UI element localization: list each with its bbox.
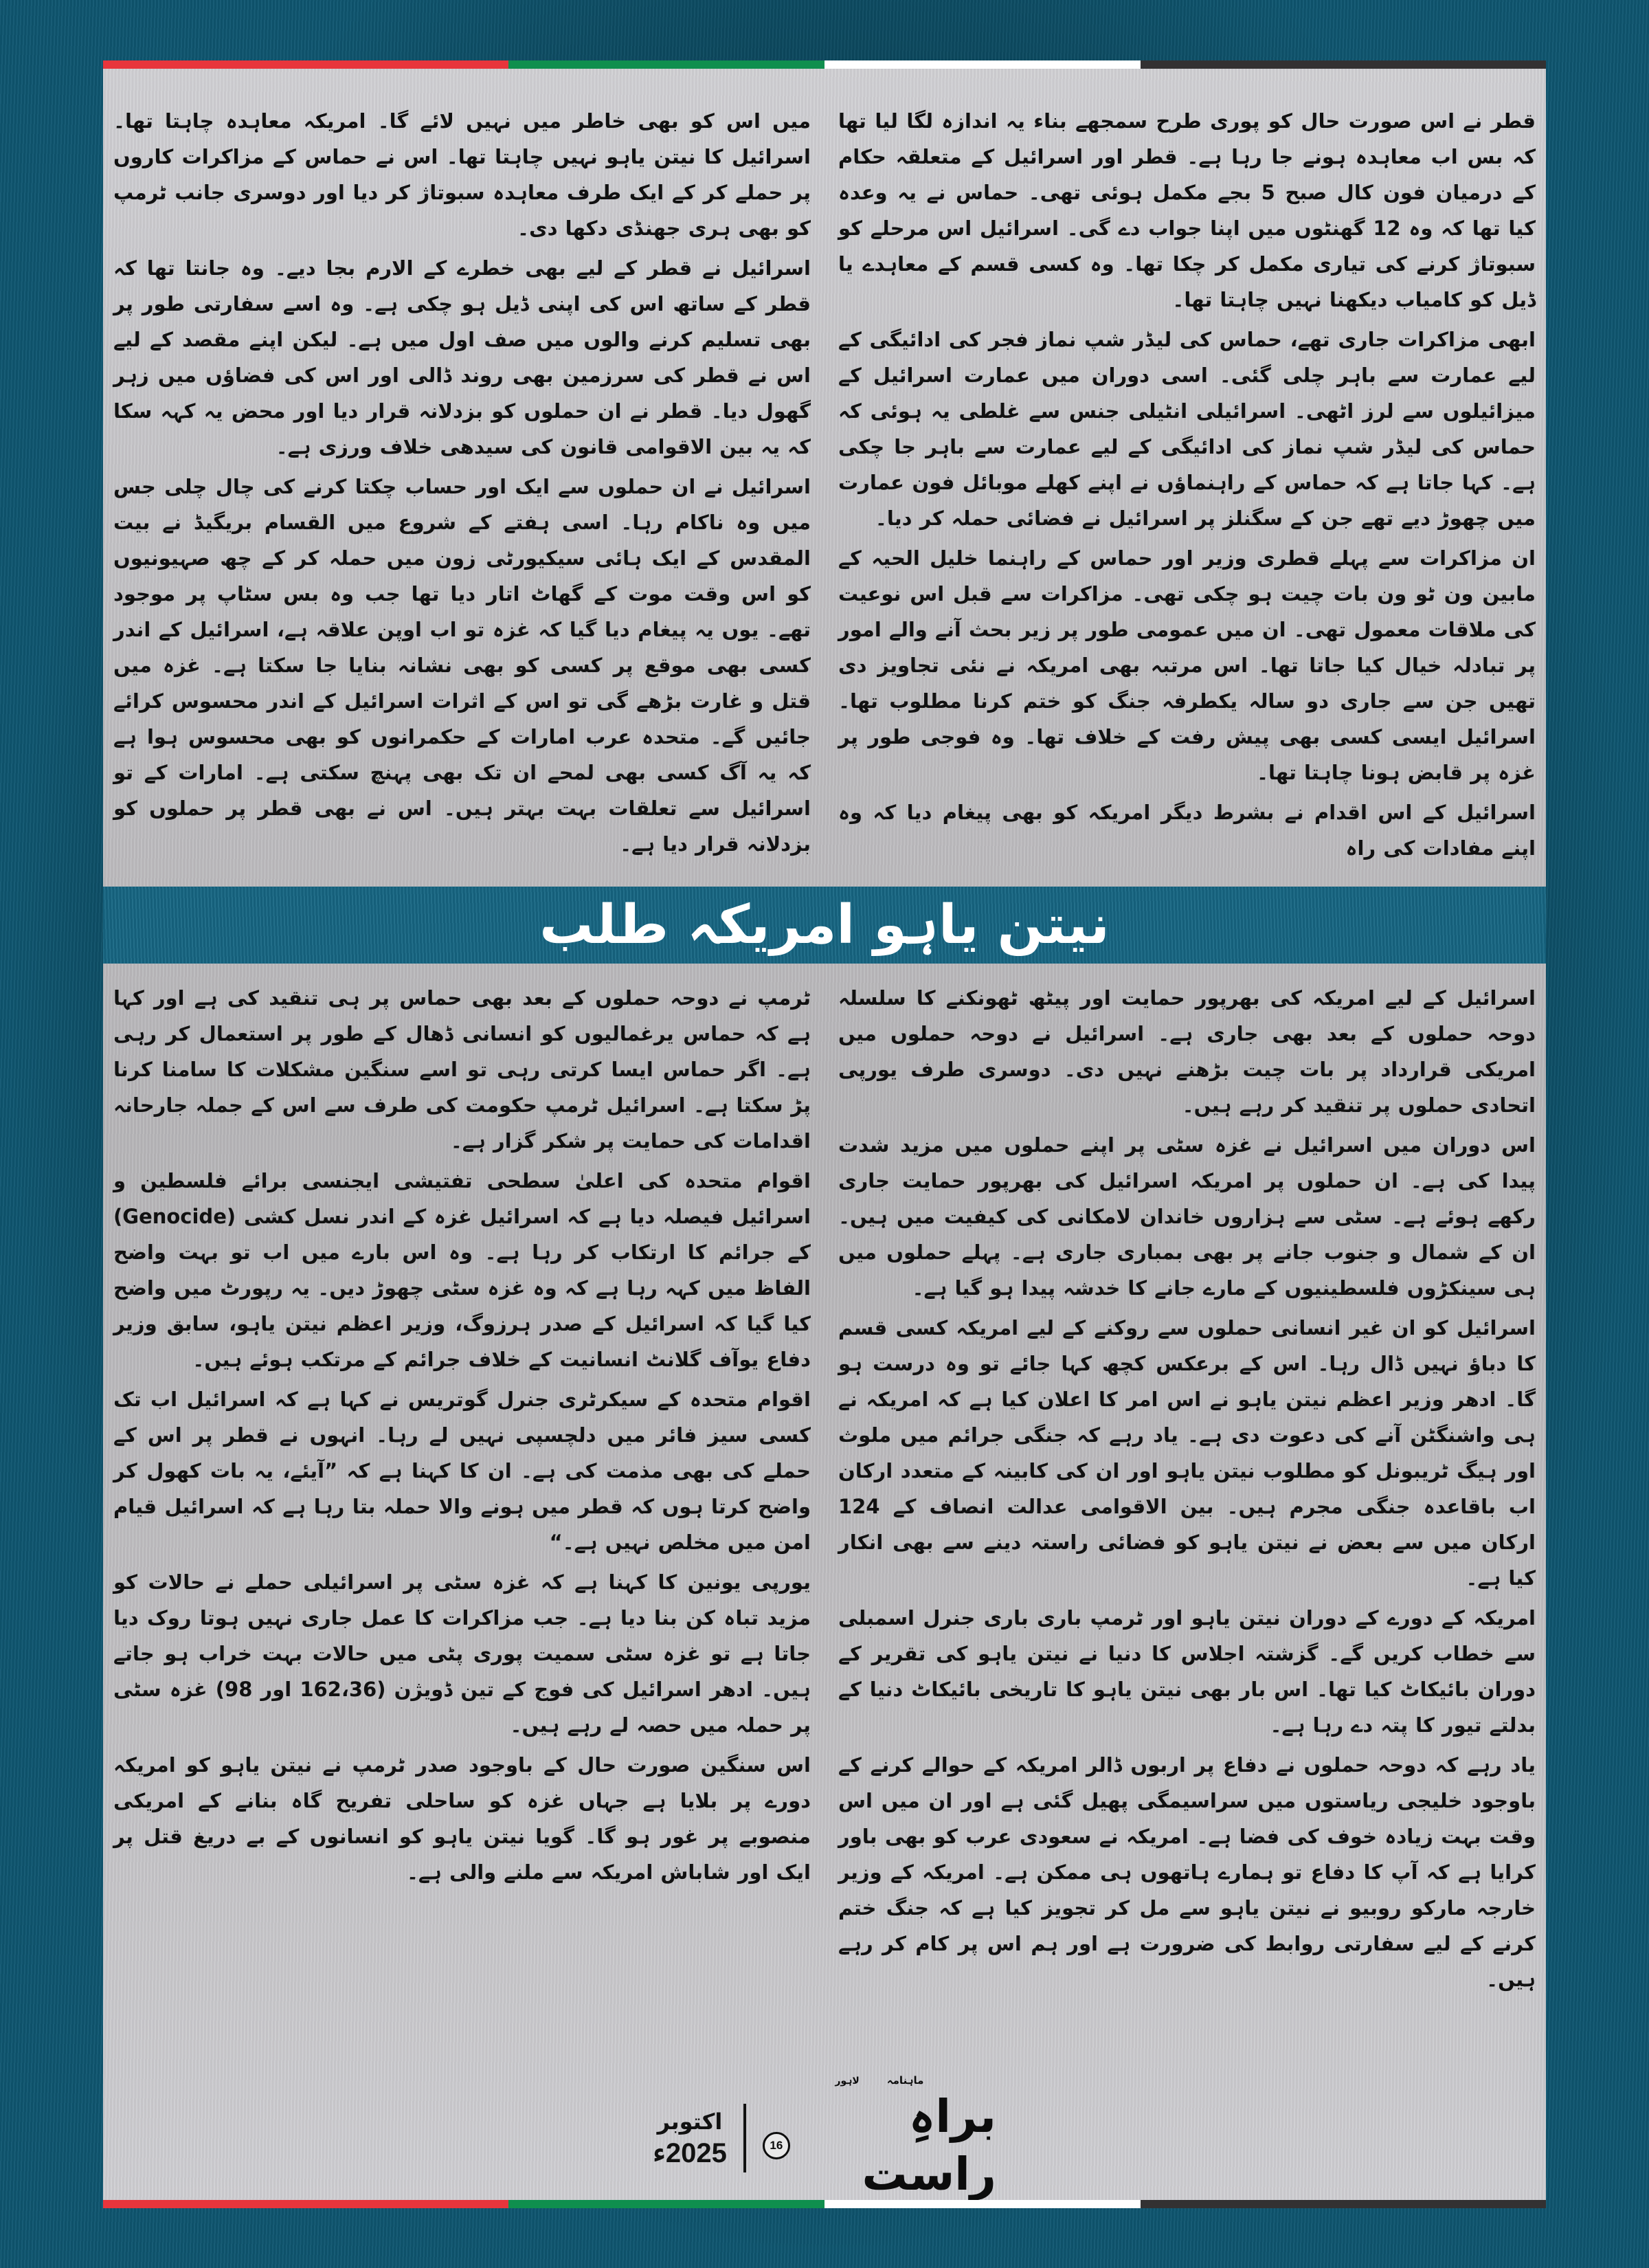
paragraph: ٹرمپ نے دوحہ حملوں کے بعد بھی حماس پر ہی تنقید کی ہے اور کہا ہے کہ حماس یرغمالیوں کو انسانی ڈھال کے طور پر استعمال کر رہی ہے۔ اگر حماس ایسا کرتی رہی تو اسے سنگین مشکلات کا سامنا کرنا پڑ سکتا ہے۔ اسرائیل ٹرمپ حکومت کی طرف سے اس کے جملہ جارحانہ اقدامات کی حمایت پر شکر گزار ہے۔ <box>113 986 811 1153</box>
stripe-dark <box>1141 60 1546 69</box>
article-page <box>103 60 1546 2208</box>
column-bottom-right <box>838 980 1536 2001</box>
top-columns <box>103 69 1546 887</box>
paragraph: قطر نے اس صورت حال کو پوری طرح سمجھے بناء یہ اندازہ لگا لیا تھا کہ بس اب معاہدہ ہونے جا رہا ہے۔ قطر اور اسرائیل کے متعلقہ حکام کے درمیان فون کال صبح 5 بجے مکمل ہوئی تھی۔ حماس نے یہ وعدہ کیا تھا کہ وہ 12 گھنٹوں میں اپنا جواب دے گی۔ اسرائیل اس مرحلے کو سبوتاژ کرنے کی تیاری مکمل کر چکا تھا۔ وہ کسی قسم کے معاہدے یا ڈیل کو کامیاب دیکھنا نہیں چاہتا تھا۔ <box>838 109 1536 311</box>
paragraph: اس سنگین صورت حال کے باوجود صدر ٹرمپ نے نیتن یاہو کو امریکہ دورے پر بلایا ہے جہاں غزہ کو ساحلی تفریح گاہ بنانے کے امریکی منصوبے پر غور ہو گا۔ گویا نیتن یاہو کو انسانوں کے بے دریغ قتل پر ایک اور شاباش امریکہ سے ملنے والی ہے۔ <box>113 1753 811 1884</box>
headline-band <box>103 887 1546 964</box>
stripe-white <box>824 2200 1141 2208</box>
bottom-color-stripe <box>103 2200 1546 2208</box>
paragraph: اسرائیل نے قطر کے لیے بھی خطرے کے الارم بجا دیے۔ وہ جانتا تھا کہ قطر کے ساتھ اس کی اپنی ڈیل ہو چکی ہے۔ وہ اسے سفارتی طور پر بھی تسلیم کرنے والوں میں صف اول میں ہے۔ لیکن اپنے مقصد کے لیے اس نے قطر کی سرزمین بھی روند ڈالی اور اس کی فضاؤں میں زہر گھول دیا۔ قطر نے ان حملوں کو بزدلانہ قرار دیا اور محض یہ کہہ سکا کہ یہ بین الاقوامی قانون کی سیدھی خلاف ورزی ہے۔ <box>113 256 811 458</box>
top-color-stripe <box>103 60 1546 69</box>
issue-month: اکتوبر <box>657 2109 723 2135</box>
magazine-logo <box>763 2074 996 2201</box>
stripe-red <box>103 2200 508 2208</box>
column-top-left <box>113 103 811 870</box>
paragraph: ان مزاکرات سے پہلے قطری وزیر اور حماس کے راہنما خلیل الحیہ کے مابین ون ٹو ون بات چیت ہو چکی تھی۔ مزاکرات سے قبل اس نوعیت کی ملاقات معمول تھی۔ ان میں عمومی طور پر زیر بحث آنے والے امور پر تبادلہ خیال کیا جاتا تھا۔ اس مرتبہ بھی امریکہ نے نئی تجاویز دی تھیں جن سے جاری دو سالہ یکطرفہ جنگ کو ختم کرنا مطلوب تھا۔ اسرائیل ایسی کسی بھی پیش رفت کے خلاف تھا۔ وہ فوجی طور پر غزہ پر قابض ہونا چاہتا تھا۔ <box>838 546 1536 784</box>
paragraph: امریکہ کے دورے کے دوران نیتن یاہو اور ٹرمپ باری باری جنرل اسمبلی سے خطاب کریں گے۔ گزشتہ اجلاس کا دنیا نے نیتن یاہو کی تقریر کے دوران بائیکاٹ کیا تھا۔ اس بار بھی نیتن یاہو کا تاریخی بائیکاٹ دنیا کے بدلتے تیور کا پتہ دے رہا ہے۔ <box>838 1606 1536 1737</box>
column-top-right <box>838 103 1536 870</box>
masthead-main-line <box>763 2088 996 2203</box>
paragraph: یاد رہے کہ دوحہ حملوں نے دفاع پر اربوں ڈالر امریکہ کے حوالے کرنے کے باوجود خلیجی ریاستوں میں سراسیمگی پھیل گئی ہے اور ان میں اس وقت بہت زیادہ خوف کی فضا ہے۔ امریکہ نے سعودی عرب کو بھی باور کرایا ہے کہ آپ کا دفاع تو ہمارے ہاتھوں ہی ممکن ہے۔ امریکہ کے وزیر خارجہ مارکو روبیو نے نیتن یاہو سے مل کر تجویز کیا ہے کہ جنگ ختم کرنے کے لیے سفارتی روابط کی ضرورت ہے اور ہم اس پر کام کر رہے ہیں۔ <box>838 1753 1536 1991</box>
paragraph: اقوام متحدہ کے سیکرٹری جنرل گوتریس نے کہا ہے کہ اسرائیل اب تک کسی سیز فائر میں دلچسپی نہیں لے رہا۔ انہوں نے قطر پر اس کے حملے کی بھی مذمت کی ہے۔ ان کا کہنا ہے کہ ”آیئے، یہ بات کھول کر واضح کرتا ہوں کہ قطر میں ہونے والا حملہ بتا رہا ہے کہ اسرائیل قیام امن میں مخلص نہیں ہے۔“ <box>113 1388 811 1554</box>
stripe-white <box>824 60 1141 69</box>
stripe-green <box>508 60 824 69</box>
paragraph: ابھی مزاکرات جاری تھے، حماس کی لیڈر شپ نماز فجر کی ادائیگی کے لیے عمارت سے باہر چلی گئی۔ اسی دوران میں عمارت اسرائیل کے میزائیلوں سے لرز اٹھی۔ اسرائیلی انٹیلی جنس سے غلطی یہ ہوئی کہ حماس کی لیڈر شپ نماز کی ادائیگی کے لیے عمارت سے باہر جا چکی ہے۔ کہا جاتا ہے کہ حماس کے راہنماؤں نے اپنے کھلے موبائل فون عمارت میں چھوڑ دیے تھے جن کے سگنلز پر اسرائیل نے فضائی حملہ کر دیا۔ <box>838 328 1536 530</box>
paragraph: اسرائیل کے اس اقدام نے بشرط دیگر امریکہ کو بھی پیغام دیا کہ وہ اپنے مفادات کی راہ <box>838 801 1536 860</box>
bottom-columns <box>103 964 1546 2018</box>
column-bottom-left <box>113 980 811 2001</box>
masthead-kicker: ماہنامہ <box>886 2074 924 2087</box>
paragraph: اسرائیل کو ان غیر انسانی حملوں سے روکنے کے لیے امریکہ کسی قسم کا دباؤ نہیں ڈال رہا۔ اس کے برعکس کچھ کہا جائے تو وہ درست ہو گا۔ ادھر وزیر اعظم نیتن یاہو نے اس امر کا اعلان کیا ہے کہ امریکہ نے ہی واشنگٹن آنے کی دعوت دی ہے۔ یاد رہے کہ جنگی جرائم میں ملوث اور ہیگ ٹریبونل کو مطلوب نیتن یاہو اور ان کی کابینہ کے متعدد ارکان اب باقاعدہ جنگی مجرم ہیں۔ بین الاقوامی عدالت انصاف کے 124 ارکان میں سے بعض نے نیتن یاہو کو فضائی راستہ دینے سے بھی انکار کیا ہے۔ <box>838 1316 1536 1590</box>
footer-divider <box>743 2104 746 2172</box>
paragraph: یورپی یونین کا کہنا ہے کہ غزہ سٹی پر اسرائیلی حملے نے حالات کو مزید تباہ کن بنا دیا ہے۔ جب مزاکرات کا عمل جاری نہیں ہوتا روک دیا جاتا ہے تو غزہ سٹی سمیت پوری پٹی میں حالات بہت خراب ہو جاتے ہیں۔ ادھر اسرائیل کی فوج کے تین ڈویژن (162،36 اور 98) غزہ سٹی پر حملہ میں حصہ لے رہے ہیں۔ <box>113 1570 811 1737</box>
issue-year: 2025ء <box>653 2138 727 2168</box>
stripe-dark <box>1141 2200 1546 2208</box>
spacer <box>103 2018 1546 2083</box>
issue-date <box>653 2106 727 2170</box>
headline: نیتن یاہو امریکہ طلب <box>539 894 1110 956</box>
paragraph: اسرائیل کے لیے امریکہ کی بھرپور حمایت اور پیٹھ ٹھونکنے کا سلسلہ دوحہ حملوں کے بعد بھی جاری ہے۔ اسرائیل نے دوحہ حملوں میں امریکی قرارداد پر بات چیت بڑھنے نہیں دی۔ دوسری طرف یورپی اتحادی حملوں پر تنقید کر رہے ہیں۔ <box>838 986 1536 1117</box>
paragraph: میں اس کو بھی خاطر میں نہیں لائے گا۔ امریکہ معاہدہ چاہتا تھا۔ اسرائیل کا نیتن یاہو نہیں چاہتا تھا۔ اس نے حماس کے مزاکرات کاروں پر حملے کر کے ایک طرف معاہدہ سبوتاژ کر دیا اور دوسری جانب ٹرمپ کو بھی ہری جھنڈی دکھا دی۔ <box>113 109 811 240</box>
page-footer <box>103 2074 1546 2201</box>
stripe-green <box>508 2200 824 2208</box>
paragraph: اسرائیل نے ان حملوں سے ایک اور حساب چکتا کرنے کی چال چلی جس میں وہ ناکام رہا۔ اسی ہفتے کے شروع میں القسام بریگیڈ نے بیت المقدس کے ایک ہائی سیکیورٹی زون میں حملہ کر کے چھ صہیونیوں کو اس وقت موت کے گھاٹ اتار دیا تھا جب وہ بس سٹاپ پر موجود تھے۔ یوں یہ پیغام دیا گیا کہ غزہ تو اب اوپن علاقہ ہے، اسرائیل کے اندر کسی بھی موقع پر کسی کو بھی نشانہ بنایا جا سکتا ہے۔ غزہ میں قتل و غارت بڑھے گی تو اس کے اثرات اسرائیل کے اندر محسوس کرائے جائیں گے۔ متحدہ عرب امارات کے حکمرانوں کو بھی محسوس ہوا ہے کہ یہ آگ کسی بھی لمحے ان تک بھی پہنچ سکتی ہے۔ امارات کے تو اسرائیل سے تعلقات بہت بہتر ہیں۔ اس نے بھی قطر پر حملوں کو بزدلانہ قرار دیا ہے۔ <box>113 475 811 856</box>
page-number: 16 <box>763 2132 790 2159</box>
paragraph: اقوام متحدہ کی اعلیٰ سطحی تفتیشی ایجنسی برائے فلسطین و اسرائیل فیصلہ دیا ہے کہ اسرائیل غزہ کے اندر نسل کشی (Genocide) کے جرائم کا ارتکاب کر رہا ہے۔ وہ اس بارے میں اب تو بہت واضح الفاظ میں کہہ رہا ہے کہ وہ غزہ سٹی چھوڑ دیں۔ یہ رپورٹ میں واضح کیا گیا کہ اسرائیل کے صدر ہرزوگ، وزیر اعظم نیتن یاہو، سابق وزیر دفاع یوآف گلانٹ انسانیت کے خلاف جرائم کے مرتکب ہوئے ہیں۔ <box>113 1169 811 1371</box>
masthead-top-line <box>835 2074 923 2088</box>
stripe-red <box>103 60 508 69</box>
masthead-name: براہِ راست <box>862 2089 996 2201</box>
paragraph: اس دوران میں اسرائیل نے غزہ سٹی پر اپنے حملوں میں مزید شدت پیدا کی ہے۔ ان حملوں پر امریکہ اسرائیل کی بھرپور حمایت جاری رکھے ہوئے ہے۔ سٹی سے ہزاروں خاندان لامکانی کی کیفیت میں ہیں۔ ان کے شمال و جنوب جانے پر بھی بمباری جاری ہے۔ پہلے حملوں میں ہی سینکڑوں فلسطینیوں کے مارے جانے کا خدشہ پیدا ہو گیا ہے۔ <box>838 1133 1536 1300</box>
masthead-city: لاہور <box>835 2075 860 2087</box>
